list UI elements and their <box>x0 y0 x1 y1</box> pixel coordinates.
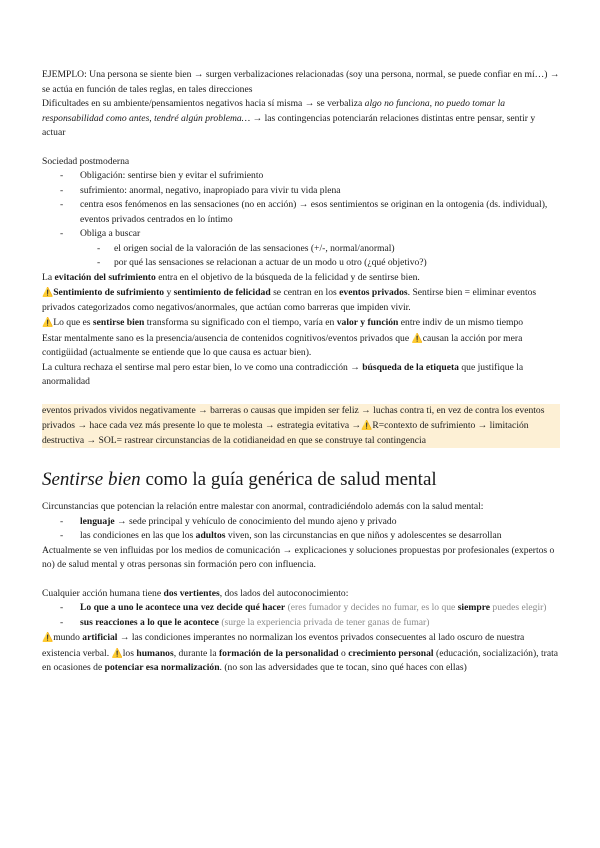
vertientes-list <box>42 601 560 630</box>
ejemplo-label: EJEMPLO: <box>42 69 87 80</box>
cultura-paragraph: La cultura rechaza el sentirse mal pero estar bien, lo ve como una contradicción → búsqueda de la etiqueta que justifique la anormalidad <box>42 361 524 387</box>
list-item: - las condiciones en las que los adultos viven, son las circunstancias en que niños y adolescentes se desarrollan <box>42 529 560 544</box>
medios-paragraph: Actualmente se ven influidas por los medios de comunicación → explicaciones y soluciones propuestas por profesionales (expertos o no) de salud mental y otras personas sin formación pero con influencia. <box>42 544 555 570</box>
highlighted-paragraph: eventos privados vividos negativamente → barreras o causas que impiden ser feliz → luchas contra ti, en vez de contra los eventos privados → hace cada vez más presente lo que te molesta → estrategia evitativa →⚠️R=contexto de sufrimiento → limitación destructiva → SOL= rastrear circunstancias de la cotidianeidad en que se construye tal contingencia <box>42 404 560 449</box>
list-item: - Obligación: sentirse bien y evitar el sufrimiento <box>42 169 560 184</box>
vertientes-paragraph: Cualquier acción humana tiene dos vertientes, dos lados del autoconocimiento: <box>42 587 349 599</box>
mundo-artificial-paragraph: ⚠️mundo artificial → las condiciones imperantes no normalizan los eventos privados consecuentes al lado oscuro de nuestra existencia verbal. ⚠️los humanos, durante la formación de la personalidad o crecimiento personal (educación, socialización), trata en ocasiones de potenciar esa normalización. (no son las adversidades que te tocan, sino qué haces con ellas) <box>42 632 558 673</box>
dificultades-paragraph: Dificultades en su ambiente/pensamientos negativos hacia sí misma → se verbaliza algo no funciona, no puedo tomar la responsabilidad como antes, tendré algún problema… → las contingencias potenciarán relaciones distintas entre pensar, sentir y actuar <box>42 98 536 138</box>
list-item: - Lo que a uno le acontece una vez decide qué hacer (eres fumador y decides no fumar, es lo que siempre puedes elegir) <box>42 601 560 616</box>
sub-list <box>42 242 560 271</box>
list-item: - lenguaje → sede principal y vehículo de conocimiento del mundo ajeno y privado <box>42 515 560 530</box>
list-item: - sufrimiento: anormal, negativo, inapropiado para vivir tu vida plena <box>42 184 560 199</box>
list-item: - Obliga a buscar - el origen social de la valoración de las sensaciones (+/-, normal/anormal) - por qué las sensaciones se relacionan a actuar de un modo u otro (¿qué objetivo?) <box>42 227 560 271</box>
circunstancias-intro: Circunstancias que potencian la relación entre malestar con anormal, contradiciéndolo además con la salud mental: <box>42 501 484 512</box>
warning-icon: ⚠️ <box>42 287 54 297</box>
list-item: - el origen social de la valoración de las sensaciones (+/-, normal/anormal) <box>42 242 560 257</box>
sentimiento-paragraph: ⚠️Sentimiento de sufrimiento y sentimiento de felicidad se centran en los eventos privados. Sentirse bien = eliminar eventos privados categorizados como negativos/anormales, que actúan como barreras que impiden vivir. <box>42 287 537 313</box>
circunstancias-list <box>42 515 560 544</box>
warning-icon: ⚠️ <box>42 317 54 327</box>
warning-icon: ⚠️ <box>411 332 423 343</box>
evitacion-paragraph: La evitación del sufrimiento entra en el objetivo de la búsqueda de la felicidad y de sentirse bien. <box>42 271 420 283</box>
sentirse-bien-paragraph: ⚠️Lo que es sentirse bien transforma su significado con el tiempo, varía en valor y función entre indiv de un mismo tiempo <box>42 317 524 328</box>
warning-icon: ⚠️ <box>111 647 123 658</box>
mentalmente-sano-paragraph: Estar mentalmente sano es la presencia/ausencia de contenidos cognitivos/eventos privados que ⚠️causan la acción por mera contigüidad (actualmente se entiende que lo que causa es actuar bien). <box>42 332 523 358</box>
section-heading: Sentirse bien como la guía genérica de salud mental <box>42 469 437 490</box>
list-item: - sus reacciones a lo que le acontece (surge la experiencia privada de tener ganas de fumar) <box>42 616 560 631</box>
warning-icon: ⚠️ <box>42 632 54 642</box>
sociedad-list <box>42 169 560 271</box>
ejemplo-paragraph: EJEMPLO: Una persona se siente bien → surgen verbalizaciones relacionadas (soy una persona, normal, se puede confiar en mí…) → se actúa en función de tales reglas, en tales direcciones <box>42 69 560 95</box>
warning-icon: ⚠️ <box>361 420 373 430</box>
list-item: - por qué las sensaciones se relacionan a actuar de un modo u otro (¿qué objetivo?) <box>42 256 560 271</box>
sociedad-title: Sociedad postmoderna <box>42 155 130 167</box>
list-item: - centra esos fenómenos en las sensaciones (no en acción) → esos sentimientos se originan en la ontogenia (ds. individual), eventos privados centrados en lo íntimo <box>42 198 560 227</box>
